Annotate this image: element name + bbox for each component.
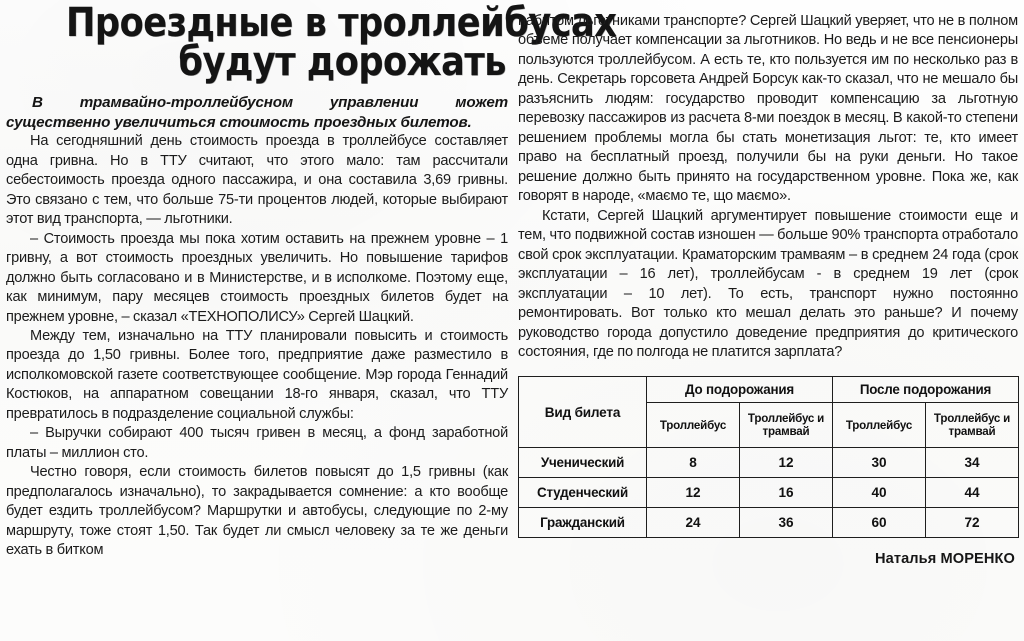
right-column (518, 0, 1018, 567)
table-row (519, 508, 1019, 538)
page-title (66, 0, 617, 86)
cell-civil-before-trolleybus-tram: 36 (740, 508, 833, 538)
cell-pupil-after-trolleybus: 30 (833, 448, 926, 478)
cell-pupil-before-trolleybus: 8 (647, 448, 740, 478)
article-byline: Наталья МОРЕНКО (874, 551, 1015, 568)
left-paragraph-5: Честно говоря, если стоимость билетов повысят до 1,5 гривны (как предполагалось изначально), то закрадывается сомнение: а кто вообще будет ездить троллейбусом? Маршрутки и автобусы, следующие по 2-му маршруту, тоже стоят 1,50. Так будет ли смысл человеку за те же деньги ехать в битком (6, 464, 508, 559)
right-paragraph-1: набитом льготниками транспорте? Сергей Шацкий уверяет, что не в полном объеме получает компенсации за льготников. Но ведь и не все пенсионеры пользуются троллейбусом. А есть те, кто пользуется им по несколько раз в день. Секретарь горсовета Андрей Борсук как-то сказал, что не мешало бы разъяснить людям: государство проводит компенсацию за льготную перевозку пассажиров из расчета 8-ми поездок в месяц. В какой-то степени решением проблемы могла бы стать монетизация льгот: те, кто имеет право на бесплатный проезд, получили бы на руки деньги. Но такое решение должно быть принято на государственном уровне. Пока же, как говорят в народе, «маємо те, що маємо». (518, 13, 1018, 205)
row-label-pupil: Ученический (519, 448, 647, 478)
rates-table-wrapper (518, 376, 1018, 538)
header-group-before: До подорожания (647, 377, 833, 403)
rates-table-body (519, 448, 1019, 538)
left-paragraph-3: Между тем, изначально на ТТУ планировали повысить и стоимость проезда до 1,50 гривны. Более того, предприятие даже разместило в исполкомовской газете соответствующее сообщение. Мэр города Геннадий Костюков, на аппаратном совещании 18-го января, сказал, что ТТУ превратилось в подразделение социальной службы: (6, 327, 508, 422)
cell-civil-after-trolleybus: 60 (833, 508, 926, 538)
row-label-civil: Гражданский (519, 508, 647, 538)
rates-table (518, 376, 1019, 538)
rates-table-head (519, 377, 1019, 448)
cell-student-before-trolleybus: 12 (647, 478, 740, 508)
cell-student-before-trolleybus-tram: 16 (740, 478, 833, 508)
left-paragraph-4: – Выручки собирают 400 тысяч гривен в месяц, а фонд заработной платы – миллион сто. (6, 425, 508, 461)
row-label-student: Студенческий (519, 478, 647, 508)
cell-student-after-trolleybus: 40 (833, 478, 926, 508)
left-paragraph-1: На сегодняшний день стоимость проезда в троллейбусе составляет одна гривна. Но в ТТУ считают, что этого мало: там рассчитали себестоимость проезда одного пассажира, и она составила 3,69 гривны. Это связано с тем, что больше 75-ти процентов людей, которые выбирают этот вид транспорта, — льготники. (6, 133, 508, 228)
cell-civil-after-trolleybus-tram: 72 (926, 508, 1019, 538)
left-paragraph-2: – Стоимость проезда мы пока хотим оставить на прежнем уровне – 1 гривну, а вот стоимость проездных увеличить. Но повышение тарифов должно быть согласовано и в Министерстве, и в исполкоме. Поэтому еще, как минимум, пару месяцев стоимость проездных билетов будет на прежнем уровне, – сказал «ТЕХНОПОЛИСУ» Сергей Шацкий. (6, 230, 508, 325)
header-sub-before-trolleybus-tram: Троллейбус и трамвай (740, 403, 833, 448)
right-paragraph-2: Кстати, Сергей Шацкий аргументирует повышение стоимости еще и тем, что подвижной состав изношен — больше 90% транспорта отработало свой срок эксплуатации. Краматорским трамваям – в среднем 24 года (срок эксплуатации – 16 лет), троллейбусам - в среднем 19 лет (срок эксплуатации – 10 лет). То есть, транспорт нужно постоянно ремонтировать. Вот только кто мешал делать это раньше? И почему руководство города допустило доведение предприятия до критического состояния, где по полгода не платится зарплата? (518, 207, 1018, 360)
headline-line-2: будут дорожать (178, 39, 506, 86)
table-header-row-groups (519, 377, 1019, 403)
header-stub: Вид билета (519, 377, 647, 448)
table-row (519, 478, 1019, 508)
header-sub-after-trolleybus-tram: Троллейбус и трамвай (926, 403, 1019, 448)
cell-pupil-before-trolleybus-tram: 12 (740, 448, 833, 478)
cell-pupil-after-trolleybus-tram: 34 (926, 448, 1019, 478)
headline-line-1: Проездные в троллейбусах (66, 0, 617, 46)
cell-student-after-trolleybus-tram: 44 (926, 478, 1019, 508)
header-sub-before-trolleybus: Троллейбус (647, 403, 740, 448)
table-row (519, 448, 1019, 478)
article-lead: В трамвайно-троллейбусном управлении может существенно увеличиться стоимость проездных билетов. (6, 93, 508, 131)
cell-civil-before-trolleybus: 24 (647, 508, 740, 538)
header-sub-after-trolleybus: Троллейбус (833, 403, 926, 448)
header-group-after: После подорожания (833, 377, 1019, 403)
